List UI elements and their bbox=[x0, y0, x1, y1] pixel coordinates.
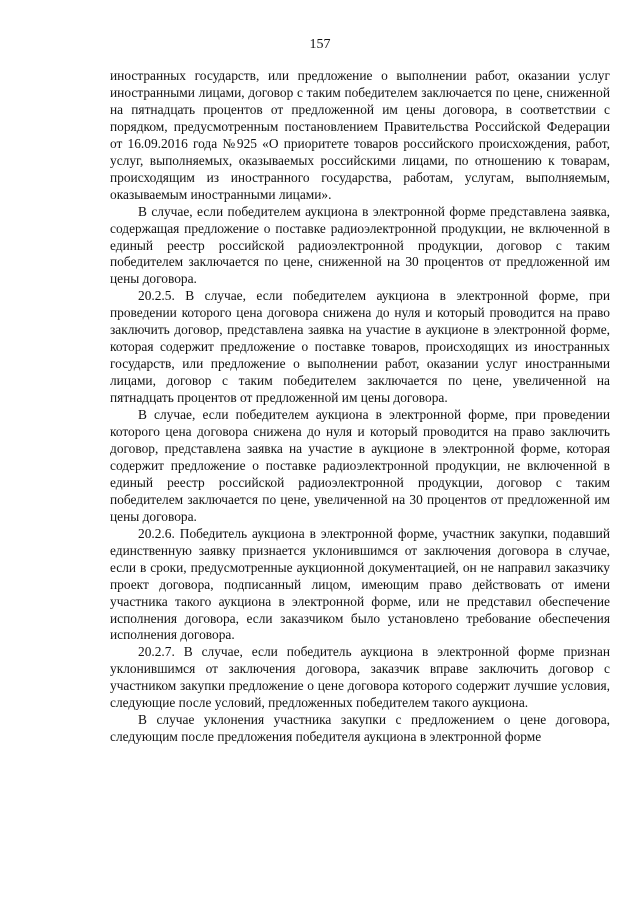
paragraph-radioelectronic-price-increase: В случае, если победителем аукциона в электронной форме, при проведении которого цена договора снижена до нуля и который проводится на право заключить договор, представлена заявка на участие в аукционе в электронной форме, которая содержит предложение о поставке радиоэлектронной продукции, не включенной в единый реестр российской радиоэлектронной продукции, договор с таким победителем заключается по цене, увеличенной на 30 процентов от предложенной им цены договора. bbox=[110, 407, 610, 524]
document-body bbox=[110, 68, 610, 746]
page-number: 157 bbox=[309, 37, 331, 52]
paragraph-20-2-7: 20.2.7. В случае, если победитель аукциона в электронной форме признан уклонившимся от заключения договора, заказчик вправе заключить договор с участником закупки предложение о цене договора которого содержит лучшие условия, следующие после условий, предложенных победителем такого аукциона. bbox=[110, 644, 610, 711]
paragraph-continuation: иностранных государств, или предложение о выполнении работ, оказании услуг иностранными лицами, договор с таким победителем заключается по цене, сниженной на пятнадцать процентов от предложенной им цены договора, в соответствии с порядком, предусмотренным постановлением Правительства Российской Федерации от 16.09.2016 года №925 «О приоритете товаров российского происхождения, работ, услуг, выполняемых, оказываемых российскими лицами, по отношению к товарам, происходящим из иностранного государства, работам, услугам, выполняемым, оказываемым иностранными лицами». bbox=[110, 68, 610, 202]
paragraph-20-2-5: 20.2.5. В случае, если победителем аукциона в электронной форме, при проведении которого цена договора снижена до нуля и который проводится на право заключить договор, представлена заявка на участие в аукционе в электронной форме, которая содержит предложение о поставке товаров, происходящих из иностранных государств, или предложение о выполнении работ, оказании услуг иностранными лицами, договор с таким победителем заключается по цене, увеличенной на пятнадцать процентов от предложенной им цены договора. bbox=[110, 288, 610, 406]
paragraph-evasion-next-participant: В случае уклонения участника закупки с предложением о цене договора, следующим после предложения победителя аукциона в электронной форме bbox=[110, 712, 610, 745]
paragraph-radioelectronic-price-reduction: В случае, если победителем аукциона в электронной форме представлена заявка, содержащая предложение о поставке радиоэлектронной продукции, не включенной в единый реестр российской радиоэлектронной продукции, договор с таким победителем заключается по цене, сниженной на 30 процентов от предложенной им цены договора. bbox=[110, 203, 610, 287]
paragraph-20-2-6: 20.2.6. Победитель аукциона в электронной форме, участник закупки, подавший единственную заявку признается уклонившимся от заключения договора в случае, если в сроки, предусмотренные аукционной документацией, он не направил заказчику проект договора, подписанный лицом, имеющим право действовать от имени участника такого аукциона в электронной форме, или не представил обеспечение исполнения договора, если заказчиком было установлено требование обеспечения исполнения договора. bbox=[110, 525, 610, 643]
